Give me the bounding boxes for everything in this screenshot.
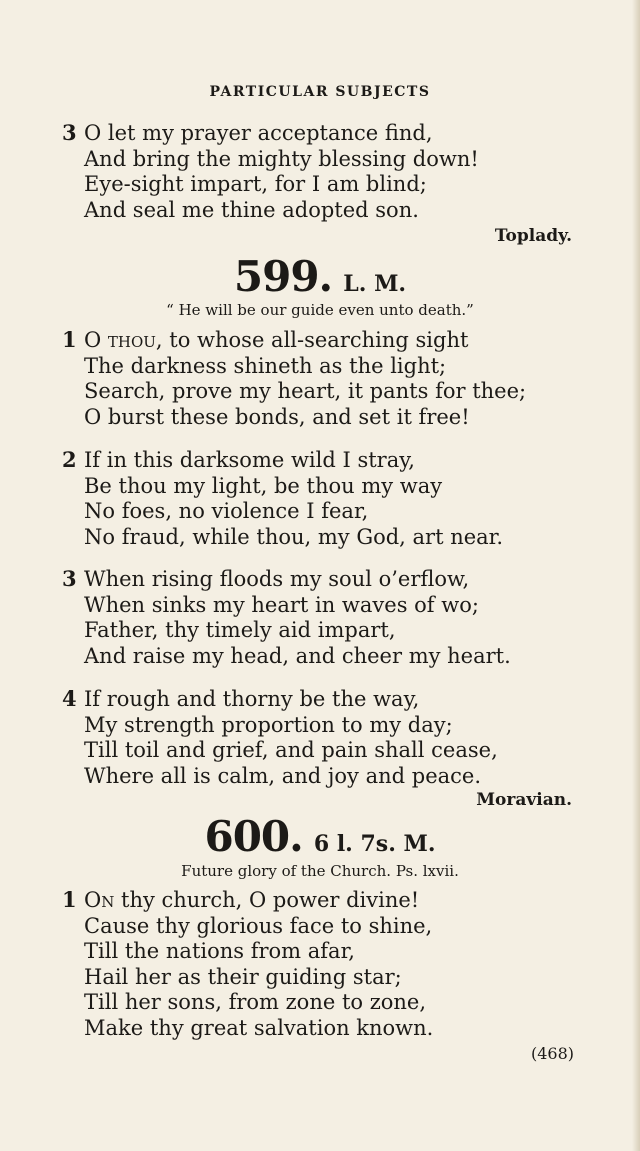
verse-line: 3 When rising floods my soul o’erflow, <box>62 566 470 591</box>
verse-line: No foes, no violence I fear, <box>84 499 369 523</box>
verse-line: When sinks my heart in waves of wo; <box>84 592 479 617</box>
hymn-600-epigraph: Future glory of the Church. Ps. lxvii. <box>181 862 459 880</box>
author-attribution: Moravian. <box>476 790 572 810</box>
hymn-599-verse-2 <box>62 447 532 550</box>
hymn-600-heading <box>0 812 640 861</box>
verse-line: O burst these bonds, and set it free! <box>84 404 470 429</box>
verse-line: 3 O let my prayer acceptance find, <box>62 120 433 145</box>
hymn-599-epigraph: “ He will be our guide even unto death.” <box>166 301 474 319</box>
verse-continued <box>62 120 532 223</box>
hymn-599-verse-1 <box>62 327 532 430</box>
hymn-meter: L. M. <box>343 271 407 297</box>
hymn-599-heading <box>0 252 640 301</box>
verse-number: 1 <box>62 327 77 352</box>
verse-line: The darkness shineth as the light; <box>84 353 447 378</box>
verse-line: Till the nations from afar, <box>84 939 355 963</box>
verse-line: 4 If rough and thorny be the way, <box>62 686 420 711</box>
verse-line: Father, thy timely aid impart, <box>84 618 396 642</box>
running-header: PARTICULAR SUBJECTS <box>209 84 431 100</box>
hymn-599-verse-3 <box>62 566 532 669</box>
author-attribution: Toplady. <box>494 226 572 246</box>
hymn-599-verse-4 <box>62 686 532 789</box>
hymn-number: 600. <box>204 812 303 861</box>
verse-line: My strength proportion to my day; <box>84 712 453 737</box>
verse-line: Be thou my light, be thou my way <box>84 473 443 498</box>
verse-line: And bring the mighty blessing down! <box>84 146 479 171</box>
page-edge-shadow <box>632 0 640 1151</box>
verse-line: 1 O thou, to whose all-searching sight <box>62 327 469 352</box>
verse-line: Eye-sight impart, for I am blind; <box>84 172 427 196</box>
verse-line: Where all is calm, and joy and peace. <box>84 763 482 788</box>
verse-line: Hail her as their guiding star; <box>84 964 402 989</box>
verse-number: 2 <box>62 447 77 472</box>
verse-number: 3 <box>62 566 77 591</box>
verse-line: Till toil and grief, and pain shall cease, <box>84 738 498 762</box>
verse-number: 3 <box>62 120 77 145</box>
verse-line: Till her sons, from zone to zone, <box>84 990 427 1014</box>
verse-line: 2 If in this darksome wild I stray, <box>62 447 415 472</box>
verse-line: No fraud, while thou, my God, art near. <box>84 524 504 549</box>
hymn-number: 599. <box>233 252 333 301</box>
verse-number: 4 <box>62 686 77 711</box>
page-number: (468) <box>530 1044 574 1063</box>
hymn-600-verse-1 <box>62 887 532 1041</box>
verse-line: Make thy great salvation known. <box>84 1015 434 1040</box>
verse-line: And raise my head, and cheer my heart. <box>84 643 511 668</box>
verse-line: 1 On thy church, O power divine! <box>62 887 420 912</box>
verse-number: 1 <box>62 887 77 912</box>
verse-line: And seal me thine adopted son. <box>84 197 419 222</box>
verse-line: Search, prove my heart, it pants for thee; <box>84 379 527 403</box>
hymn-meter: 6 l. 7s. M. <box>313 831 436 857</box>
verse-line: Cause thy glorious face to shine, <box>84 913 433 938</box>
